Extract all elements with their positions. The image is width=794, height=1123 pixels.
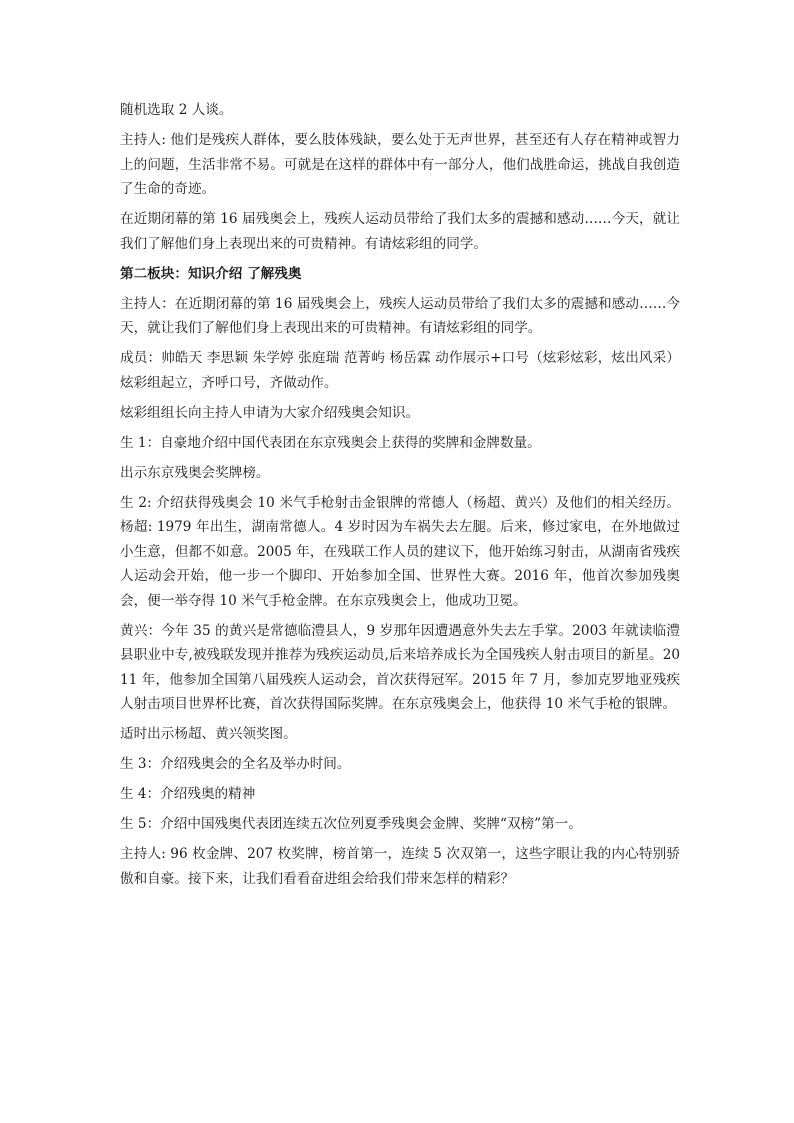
paragraph-medal-table: 出示东京残奥会奖牌榜。 (120, 464, 270, 481)
paragraph-student-2-yang-chao: 生 2: 介绍获得残奥会 10 米气手枪射击金银牌的常德人（杨超、黄兴）及他们的相关经历。杨超: 1979 年出生，湖南常德人。4 岁时因为车祸失去左腿。后来，修过家电，在外地做过小生意，但都不如意。2005 年，在残联工作人员的建议下，他开始练习射击，从湖南省残疾人运动会开始，他一步一个脚印、开始参加全国、世界性大赛。2016 年，他首次参加残奥会，便一举夺得 10 米气手枪金牌。在东京残奥会上，他成功卫冕。 (120, 494, 680, 609)
paragraph-award-photo: 适时出示杨超、黄兴领奖图。 (120, 726, 297, 742)
paragraph-host-intro: 主持人: 他们是残疾人群体，要么肢体残缺，要么处于无声世界，甚至还有人存在精神或智力上的问题，生活非常不易。可就是在这样的群体中有一部分人，他们战胜命运，挑战自我创造了生命的奇迹。 (120, 132, 680, 197)
document-page (120, 98, 680, 897)
section-heading-knowledge: 第二板块：知识介绍 了解残奥 (120, 265, 302, 282)
paragraph-group-leader: 炫彩组组长向主持人申请为大家介绍残奥会知识。 (120, 404, 420, 421)
paragraph-huang-xing: 黄兴：今年 35 的黄兴是常德临澧县人，9 岁那年因遭遇意外失去左手掌。2003 年就读临澧县职业中专,被残联发现并推荐为残疾运动员,后来培养成长为全国残疾人射击项目的新星。2011 年，他参加全国第八届残疾人运动会，首次获得冠军。2015 年 7 月，参加克罗地亚残疾人射击项目世界杯比赛，首次获得国际奖牌。在东京残奥会上，他获得 10 米气手枪的银牌。 (120, 622, 680, 712)
paragraph-paralympics-intro: 在近期闭幕的第 16 届残奥会上，残疾人运动员带给了我们太多的震撼和感动……今天，就让我们了解他们身上表现出来的可贵精神。有请炫彩组的同学。 (120, 211, 680, 252)
paragraph-student-4: 生 4：介绍残奥的精神 (120, 786, 256, 802)
paragraph-student-1: 生 1：自豪地介绍中国代表团在东京残奥会上获得的奖牌和金牌数量。 (120, 434, 541, 451)
paragraph-host-second: 主持人：在近期闭幕的第 16 届残奥会上，残疾人运动员带给了我们太多的震撼和感动……今天，就让我们了解他们身上表现出来的可贵精神。有请炫彩组的同学。 (120, 295, 680, 336)
paragraph-student-3: 生 3：介绍残奥会的全名及举办时间。 (120, 756, 351, 772)
paragraph-group-members: 成员：帅皓天 李思颖 朱学婷 张庭瑞 范菁屿 杨岳霖 动作展示+口号（炫彩炫彩，炫出风采）炫彩组起立，齐呼口号，齐做动作。 (120, 350, 680, 391)
paragraph-student-5: 生 5：介绍中国残奥代表团连续五次位列夏季残奥会金牌、奖牌“双榜”第一。 (120, 816, 582, 832)
paragraph-host-closing: 主持人: 96 枚金牌、207 枚奖牌，榜首第一，连续 5 次双第一，这些字眼让我的内心特别骄傲和自豪。接下来，让我们看看奋进组会给我们带来怎样的精彩？ (120, 846, 680, 887)
paragraph-random-pick: 随机选取 2 人谈。 (120, 102, 233, 118)
